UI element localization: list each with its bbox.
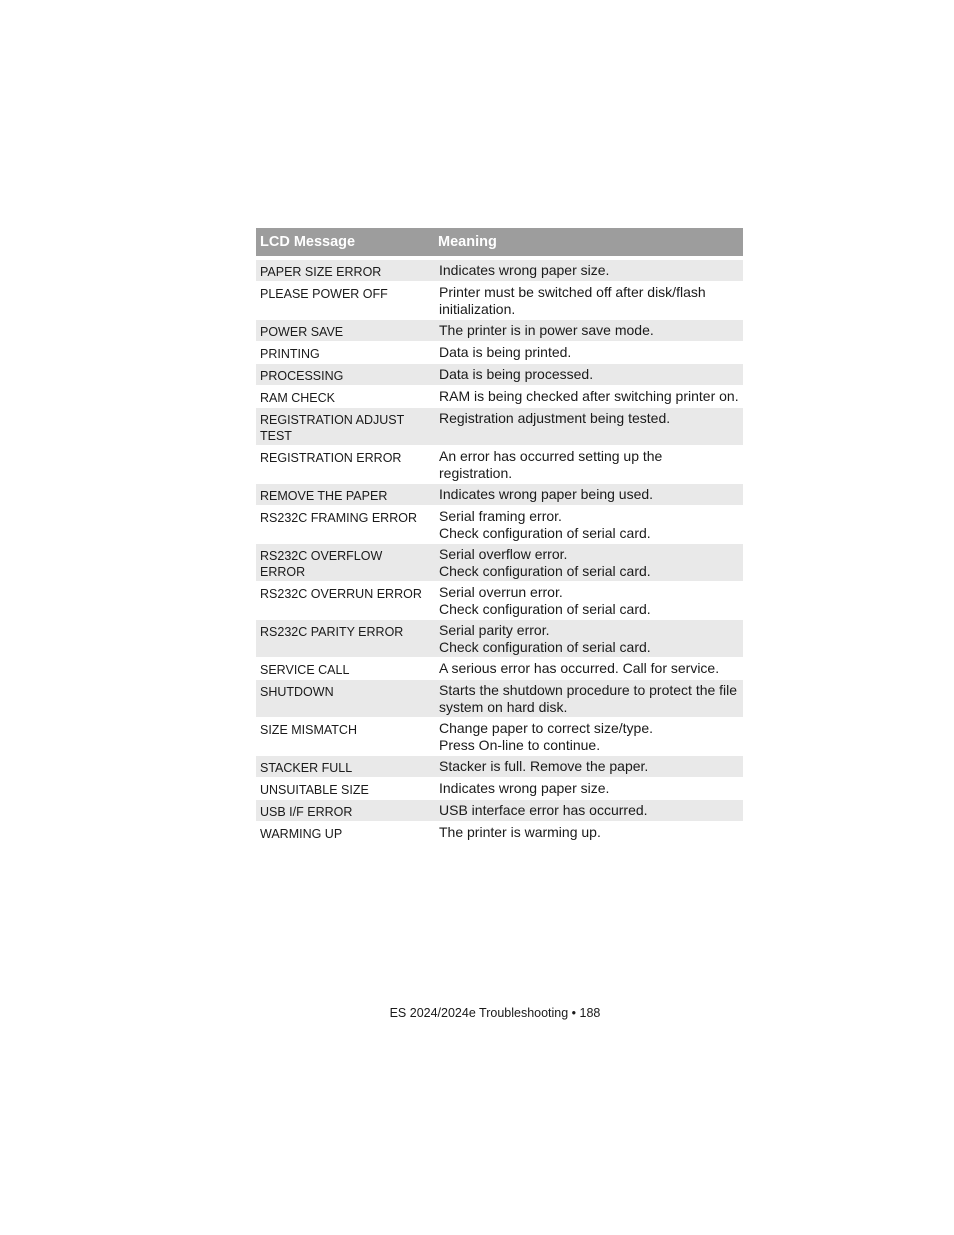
table-row [256, 544, 743, 582]
table-header-row [256, 228, 743, 258]
meaning-cell [434, 364, 743, 386]
table-row [256, 408, 743, 446]
table-row [256, 620, 743, 658]
meaning-line: Check configuration of serial card. [439, 525, 651, 541]
meaning-line: Printer must be switched off after disk/flash initialization. [439, 284, 706, 317]
lcd-message-cell: USB I/F ERROR [256, 800, 434, 822]
header-lcd-message: LCD Message [256, 228, 434, 258]
meaning-line: Serial overrun error. [439, 584, 563, 600]
meaning-line: Indicates wrong paper being used. [439, 486, 654, 502]
meaning-cell [434, 446, 743, 484]
meaning-line: Data is being printed. [439, 344, 572, 360]
table-body [256, 258, 743, 844]
meaning-line: Change paper to correct size/type. [439, 720, 654, 736]
meaning-cell [434, 658, 743, 680]
lcd-message-cell: PAPER SIZE ERROR [256, 258, 434, 282]
table-row [256, 680, 743, 718]
lcd-message-cell: SIZE MISMATCH [256, 718, 434, 756]
meaning-line: USB interface error has occurred. [439, 802, 648, 818]
lcd-message-cell: RS232C OVERRUN ERROR [256, 582, 434, 620]
meaning-line: Indicates wrong paper size. [439, 262, 610, 278]
lcd-message-table [256, 228, 743, 844]
meaning-line: Press On-line to continue. [439, 737, 601, 753]
meaning-line: Serial parity error. [439, 622, 550, 638]
table-row [256, 658, 743, 680]
meaning-line: Check configuration of serial card. [439, 601, 651, 617]
meaning-cell [434, 506, 743, 544]
meaning-cell [434, 620, 743, 658]
lcd-message-cell: RS232C OVERFLOW ERROR [256, 544, 434, 582]
meaning-cell [434, 320, 743, 342]
meaning-line: Stacker is full. Remove the paper. [439, 758, 649, 774]
meaning-cell [434, 342, 743, 364]
lcd-message-cell: STACKER FULL [256, 756, 434, 778]
table-row [256, 484, 743, 506]
table-row [256, 342, 743, 364]
meaning-cell [434, 544, 743, 582]
meaning-line: Serial framing error. [439, 508, 562, 524]
lcd-message-cell: REGISTRATION ADJUST TEST [256, 408, 434, 446]
lcd-message-cell: RS232C FRAMING ERROR [256, 506, 434, 544]
meaning-line: An error has occurred setting up the registration. [439, 448, 663, 481]
lcd-message-cell: WARMING UP [256, 822, 434, 844]
meaning-cell [434, 484, 743, 506]
table-row [256, 386, 743, 408]
table-row [256, 320, 743, 342]
table-row [256, 778, 743, 800]
meaning-cell [434, 408, 743, 446]
lcd-message-cell: PROCESSING [256, 364, 434, 386]
table-row [256, 756, 743, 778]
lcd-message-cell: PRINTING [256, 342, 434, 364]
meaning-line: Registration adjustment being tested. [439, 410, 671, 426]
table-row [256, 822, 743, 844]
meaning-cell [434, 680, 743, 718]
meaning-cell [434, 778, 743, 800]
lcd-message-cell: UNSUITABLE SIZE [256, 778, 434, 800]
table-row [256, 364, 743, 386]
meaning-cell [434, 582, 743, 620]
table-row [256, 258, 743, 282]
table-row [256, 506, 743, 544]
meaning-line: Starts the shutdown procedure to protect the file system on hard disk. [439, 682, 738, 715]
table-row [256, 718, 743, 756]
meaning-line: Indicates wrong paper size. [439, 780, 610, 796]
meaning-line: RAM is being checked after switching printer on. [439, 388, 739, 404]
meaning-line: Check configuration of serial card. [439, 639, 651, 655]
lcd-message-cell: REMOVE THE PAPER [256, 484, 434, 506]
meaning-cell [434, 718, 743, 756]
meaning-cell [434, 258, 743, 282]
meaning-cell [434, 822, 743, 844]
lcd-message-cell: SERVICE CALL [256, 658, 434, 680]
header-meaning: Meaning [434, 228, 743, 258]
lcd-message-cell: SHUTDOWN [256, 680, 434, 718]
lcd-message-cell: POWER SAVE [256, 320, 434, 342]
meaning-cell [434, 282, 743, 320]
meaning-line: The printer is warming up. [439, 824, 601, 840]
meaning-cell [434, 800, 743, 822]
lcd-message-cell: RS232C PARITY ERROR [256, 620, 434, 658]
table-row [256, 800, 743, 822]
table-row [256, 446, 743, 484]
meaning-line: Serial overflow error. [439, 546, 568, 562]
page-footer: ES 2024/2024e Troubleshooting • 188 [389, 1006, 601, 1020]
meaning-line: Check configuration of serial card. [439, 563, 651, 579]
meaning-cell [434, 756, 743, 778]
meaning-cell [434, 386, 743, 408]
meaning-line: A serious error has occurred. Call for service. [439, 660, 720, 676]
lcd-message-cell: REGISTRATION ERROR [256, 446, 434, 484]
table-row [256, 282, 743, 320]
table-row [256, 582, 743, 620]
meaning-line: Data is being processed. [439, 366, 594, 382]
lcd-message-cell: PLEASE POWER OFF [256, 282, 434, 320]
meaning-line: The printer is in power save mode. [439, 322, 654, 338]
lcd-message-cell: RAM CHECK [256, 386, 434, 408]
